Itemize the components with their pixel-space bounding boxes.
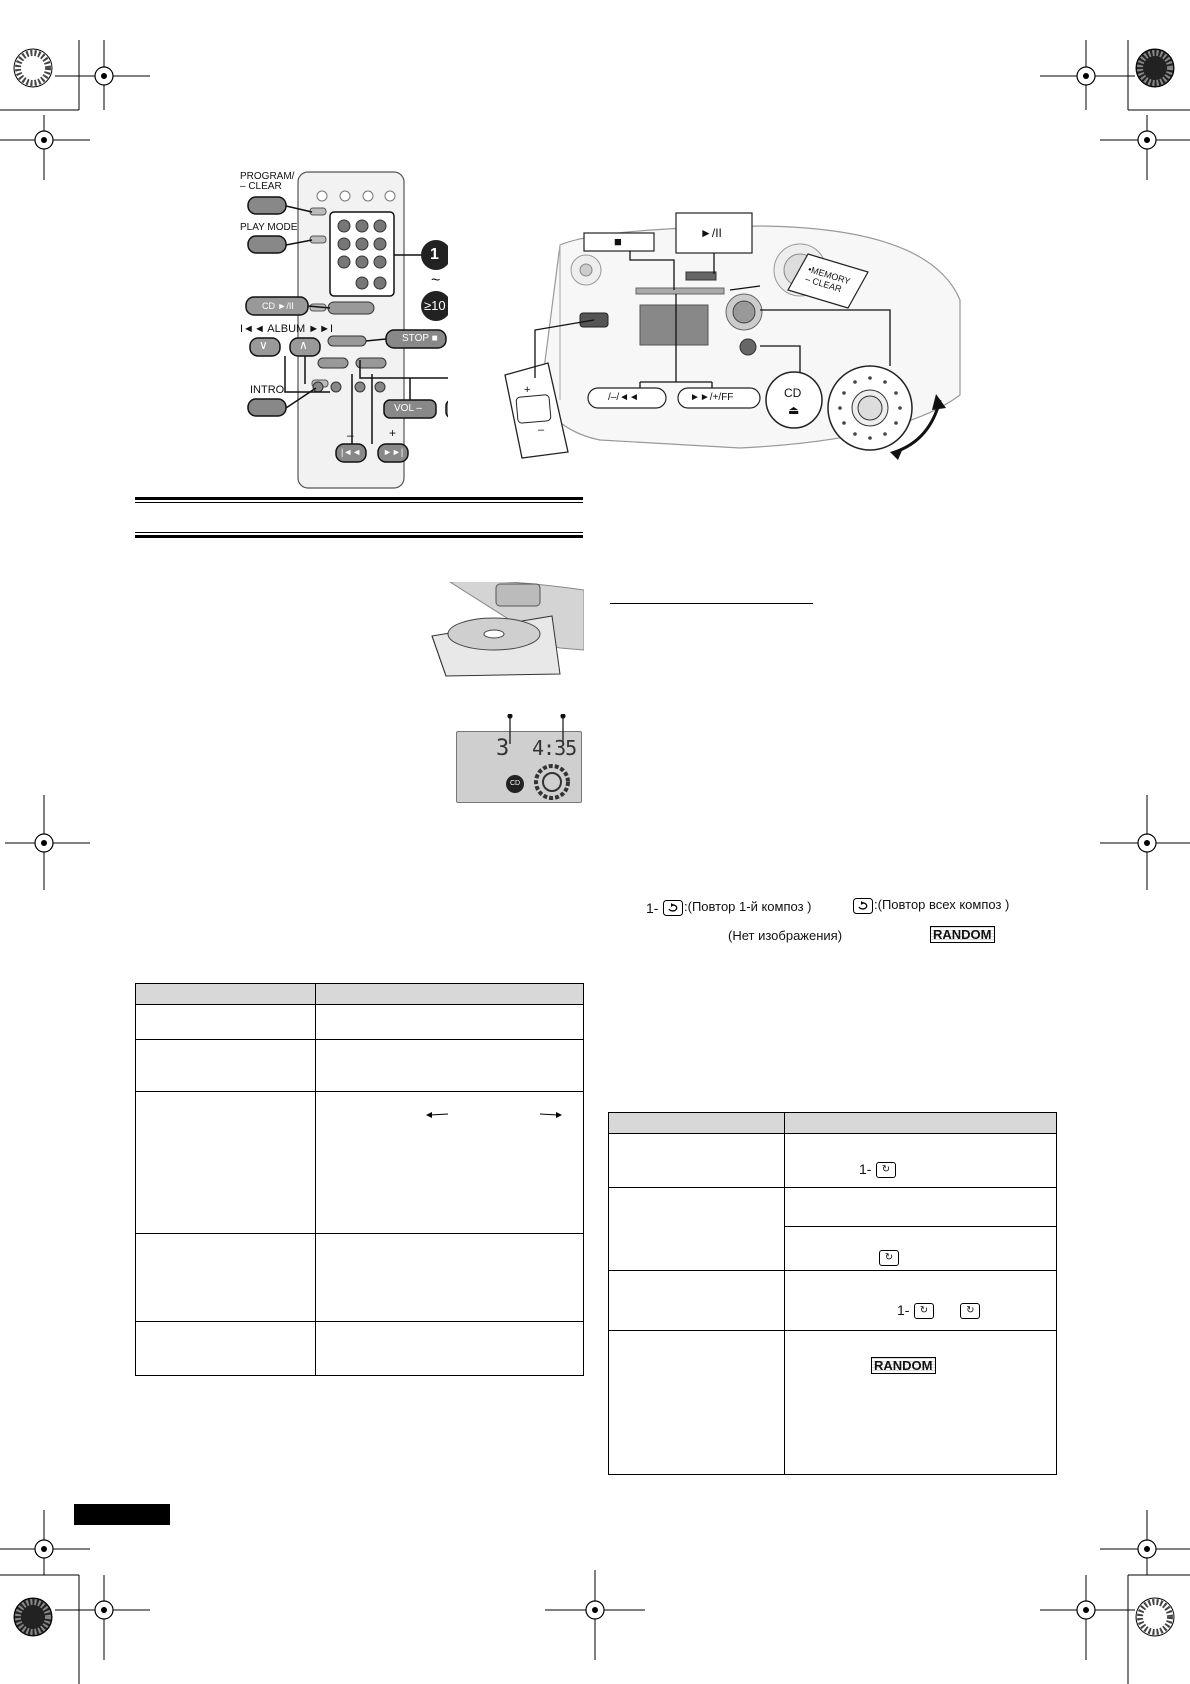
random-badge: RANDOM — [930, 926, 995, 943]
random-badge: RANDOM — [871, 1357, 936, 1374]
skip-back-icon[interactable]: |◄◄ — [341, 447, 362, 457]
repeat-icon: ↻ — [960, 1303, 980, 1319]
skip-forward-icon[interactable]: ►►| — [383, 447, 404, 457]
repeat-icon — [853, 898, 873, 914]
table-cell — [609, 1331, 785, 1475]
no-image-text: (Нет изображения) — [728, 928, 843, 943]
repeat-icon — [663, 900, 683, 916]
table-row — [136, 1092, 584, 1234]
album-up-icon[interactable]: ∧ — [299, 338, 308, 352]
program-clear-label: PROGRAM/ – CLEAR — [240, 171, 295, 192]
number-end-badge: ≥10 — [424, 298, 446, 313]
eject-icon: ⏏ — [788, 403, 800, 417]
stop-button[interactable]: STOP ■ — [402, 333, 438, 344]
table-cell — [785, 1331, 1057, 1475]
repeat-all-caption: (Повтор всех композ ) — [877, 897, 1010, 912]
repeat-icon: ↻ — [914, 1303, 934, 1319]
repeat-one-prefix: 1- — [646, 900, 659, 916]
unit-stop-button[interactable]: ■ — [614, 234, 622, 249]
page-number-block — [74, 1504, 170, 1525]
table-row — [136, 1322, 584, 1376]
table-cell — [136, 1322, 316, 1376]
header-rule-top-thick — [135, 497, 583, 500]
header-rule-bottom-thick — [135, 535, 583, 538]
right-table — [608, 1112, 1057, 1475]
cd-play-pause-button[interactable]: CD ►/II — [262, 301, 294, 311]
range-tilde: ~ — [431, 272, 441, 289]
table-cell — [785, 1271, 1057, 1331]
number-start-badge: 1 — [430, 246, 439, 263]
table-row — [609, 1331, 1057, 1475]
table-row — [136, 1005, 584, 1040]
table-cell — [785, 1227, 1057, 1271]
vol-down-button[interactable]: VOL – — [394, 403, 422, 414]
cd-eject-button[interactable]: CD — [784, 386, 802, 400]
table-cell — [316, 1234, 584, 1322]
left-table — [135, 983, 584, 1376]
repeat-one-prefix: 1- — [897, 1302, 910, 1318]
table-row — [609, 1188, 1057, 1227]
table-cell — [316, 1092, 584, 1234]
table-cell — [316, 1322, 584, 1376]
intro-label: INTRO — [250, 384, 285, 396]
direction-arrows — [426, 1110, 566, 1120]
repeat-one-caption: (Повтор 1-й композ ) — [687, 899, 812, 914]
elapsed-time: 4:35 — [532, 736, 577, 760]
cd-badge: CD — [506, 775, 524, 793]
fast-forward-button[interactable]: ►►/+/FF — [690, 392, 734, 403]
table-cell — [136, 1005, 316, 1040]
table-cell — [136, 1234, 316, 1322]
table-cell — [785, 1188, 1057, 1227]
cd-tray-photo — [430, 582, 584, 678]
table-cell — [785, 1134, 1057, 1188]
table-row — [609, 1271, 1057, 1331]
table-cell — [316, 1005, 584, 1040]
table-row — [136, 1040, 584, 1092]
table-cell — [609, 1188, 785, 1271]
header-cell — [785, 1113, 1057, 1134]
main-unit-illustration — [490, 200, 980, 465]
header-rule-bottom-thin — [135, 532, 583, 533]
skip-plus-label: + — [389, 426, 397, 440]
header-cell — [609, 1113, 785, 1134]
unit-play-pause-button[interactable]: ►/II — [700, 226, 722, 240]
vol-up-button[interactable]: + VOL — [455, 403, 484, 414]
table-cell — [609, 1271, 785, 1331]
repeat-one-text: :(Повтор 1-й композ ) — [684, 899, 812, 914]
vol-minus-label: – — [538, 424, 545, 436]
repeat-all-text: :(Повтор всех композ ) — [874, 897, 1010, 912]
table-cell — [609, 1134, 785, 1188]
header-cell — [316, 984, 584, 1005]
skip-minus-label: – — [347, 428, 354, 442]
repeat-icon: ↻ — [876, 1162, 896, 1178]
repeat-one-prefix: 1- — [859, 1161, 872, 1177]
memory-clear-button[interactable]: •MEMORY – CLEAR — [804, 264, 852, 295]
table-header-row — [609, 1113, 1057, 1134]
table-cell — [136, 1040, 316, 1092]
rewind-button[interactable]: /–/◄◄ — [608, 392, 639, 403]
table-row — [136, 1234, 584, 1322]
album-down-icon[interactable]: ∨ — [259, 338, 268, 352]
play-mode-label: PLAY MODE — [240, 222, 298, 233]
subheading-underline — [610, 603, 813, 604]
track-number: 3 — [496, 736, 510, 761]
vol-plus-label: + — [524, 384, 531, 396]
header-rule-top-thin — [135, 502, 583, 503]
album-label: I◄◄ ALBUM ►►I — [240, 323, 334, 335]
repeat-icon: ↻ — [879, 1250, 899, 1266]
table-cell — [316, 1040, 584, 1092]
disc-indicator-icon — [532, 762, 572, 802]
table-row — [609, 1134, 1057, 1188]
header-cell — [136, 984, 316, 1005]
table-header-row — [136, 984, 584, 1005]
table-cell — [136, 1092, 316, 1234]
